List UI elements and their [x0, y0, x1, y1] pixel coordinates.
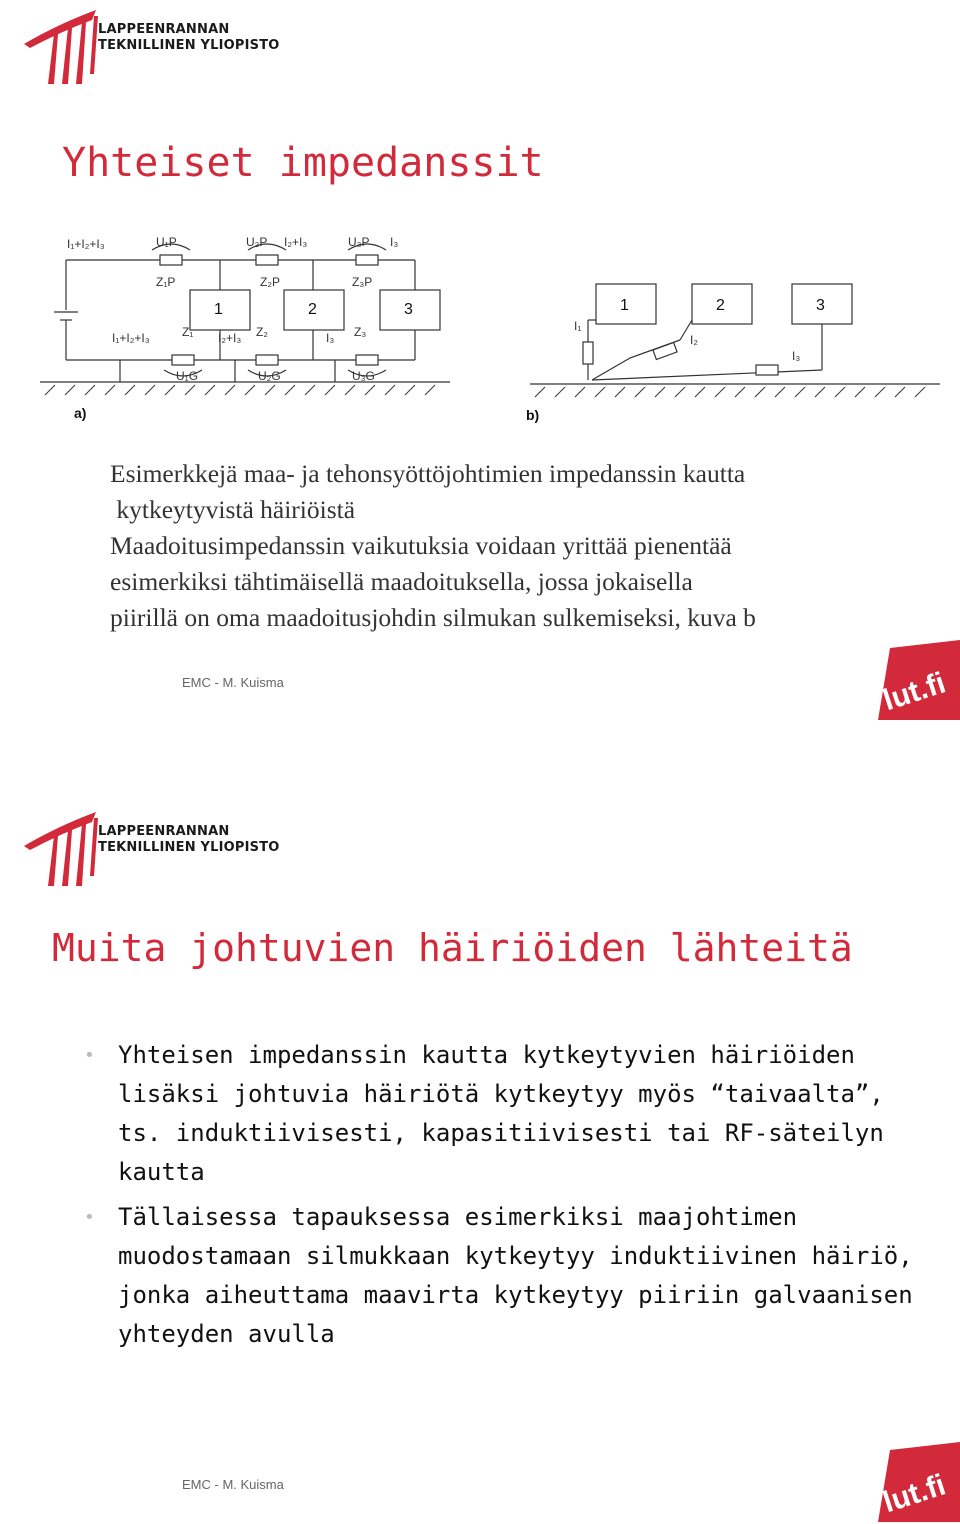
svg-text:U₃P: U₃P [348, 235, 370, 249]
bullet-text: Tällaisessa tapauksessa esimerkiksi maajohtimen muodostamaan silmukkaan kytkeytyy induktiivinen häiriö, jonka aiheuttama maavirta kytkeytyy piiriin galvaanisen yhteyden avulla [118, 1203, 913, 1348]
university-name-line1: LAPPEENRANNAN [98, 22, 230, 37]
slide-1-footer: EMC - M. Kuisma [182, 675, 284, 690]
slide-1-body-text [110, 456, 940, 636]
bullet-item [84, 1036, 938, 1192]
university-name-line2: TEKNILLINEN YLIOPISTO [98, 38, 280, 53]
brand-text: lut.fi [879, 666, 950, 718]
brand-text: lut.fi [879, 1468, 950, 1520]
text-line: piirillä on oma maadoitusjohdin silmukan sulkemiseksi, kuva b [110, 603, 756, 632]
slide-1-title: Yhteiset impedanssit [62, 140, 544, 186]
bullet-item [84, 1198, 938, 1354]
text-line: esimerkiksi tähtimäisellä maadoituksella, jossa jokaisella [110, 567, 693, 596]
svg-text:I₃: I₃ [792, 349, 801, 363]
svg-text:I₁+I₂+I₃: I₁+I₂+I₃ [112, 331, 150, 345]
svg-text:I₂+I₃: I₂+I₃ [284, 235, 308, 249]
svg-text:U₁G: U₁G [176, 369, 199, 383]
node-1-label: 1 [214, 301, 223, 318]
svg-text:Z₁P: Z₁P [156, 275, 176, 289]
svg-text:U₃G: U₃G [352, 369, 375, 383]
svg-text:I₁: I₁ [574, 319, 582, 333]
slide-2-bullet-list [84, 1036, 938, 1360]
b-node-3-label: 3 [816, 297, 825, 314]
slide-2-title: Muita johtuvien häiriöiden lähteitä [52, 926, 853, 970]
b-node-1-label: 1 [620, 297, 629, 314]
svg-text:Z₁: Z₁ [182, 325, 194, 339]
lut-fi-logo-icon [872, 640, 960, 720]
figure-a-label: a) [74, 405, 87, 421]
circuit-diagram [40, 220, 940, 430]
bullet-text: Yhteisen impedanssin kautta kytkeytyvien häiriöiden lisäksi johtuvia häiriötä kytkeytyy myös “taivaalta”, ts. induktiivisesti, kapasitiivisesti tai RF-säteilyn kautta [118, 1041, 884, 1186]
bullet-icon: • [84, 1045, 95, 1066]
svg-text:I₂: I₂ [690, 333, 698, 347]
node-3-label: 3 [404, 301, 413, 318]
university-name-line2: TEKNILLINEN YLIOPISTO [98, 840, 280, 855]
text-line: Maadoitusimpedanssin vaikutuksia voidaan yrittää pienentää [110, 531, 732, 560]
slide-1 [0, 0, 960, 720]
node-2-label: 2 [308, 301, 317, 318]
university-name-line1: LAPPEENRANNAN [98, 824, 230, 839]
svg-text:U₁P: U₁P [156, 235, 177, 249]
svg-text:U₂P: U₂P [246, 235, 268, 249]
b-node-2-label: 2 [716, 297, 725, 314]
svg-text:I₂+I₃: I₂+I₃ [218, 331, 242, 345]
svg-text:Z₃P: Z₃P [352, 275, 373, 289]
svg-text:Z₂: Z₂ [256, 325, 268, 339]
svg-text:U₂G: U₂G [258, 369, 281, 383]
svg-text:Z₂P: Z₂P [260, 275, 280, 289]
text-line: Esimerkkejä maa- ja tehonsyöttöjohtimien impedanssin kautta [110, 459, 746, 488]
svg-text:Z₃: Z₃ [354, 325, 367, 339]
text-line: kytkeytyvistä häiriöistä [110, 495, 356, 524]
svg-text:I₃: I₃ [390, 235, 399, 249]
bullet-icon: • [84, 1207, 95, 1228]
slide-2-footer: EMC - M. Kuisma [182, 1477, 284, 1492]
lut-fi-logo-icon [872, 1442, 960, 1522]
figure-b-label: b) [526, 407, 540, 423]
svg-text:I₁+I₂+I₃: I₁+I₂+I₃ [67, 237, 105, 251]
svg-text:I₃: I₃ [326, 331, 335, 345]
